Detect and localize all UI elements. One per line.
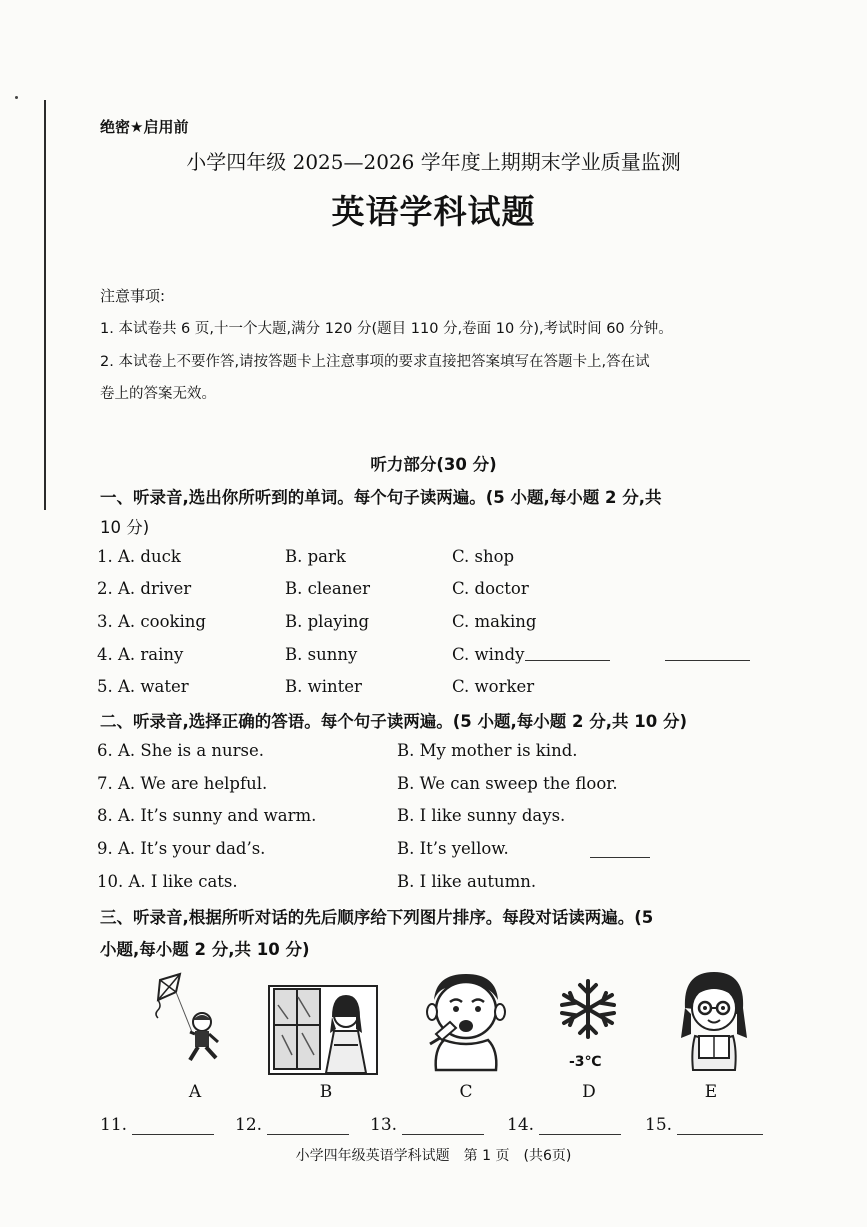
- option-b: B. I like sunny days.: [397, 806, 566, 825]
- option-c: C. worker: [452, 677, 535, 696]
- option-c: C. making: [452, 612, 537, 631]
- stray-line: [590, 857, 650, 858]
- answer-number: 12.: [235, 1115, 263, 1135]
- option-a: 4. A. rainy: [97, 645, 184, 664]
- girl-at-window-icon: [268, 985, 378, 1075]
- listening-heading: 听力部分(30 分): [370, 455, 497, 474]
- option-a: 1. A. duck: [97, 547, 181, 566]
- part3-title-cont: 小题,每小题 2 分,共 10 分): [100, 940, 310, 959]
- page-footer: 小学四年级英语学科试题 第 1 页 (共6页): [295, 1148, 572, 1164]
- part3-title: 三、听录音,根据所听对话的先后顺序给下列图片排序。每段对话读两遍。(5: [100, 908, 654, 927]
- option-a: 9. A. It’s your dad’s.: [97, 839, 266, 858]
- stray-line: [665, 660, 750, 661]
- picture-label: A: [188, 1082, 202, 1102]
- exam-title: 英语学科试题: [331, 192, 536, 231]
- picture-label: B: [319, 1082, 333, 1102]
- option-b: B. I like autumn.: [397, 872, 537, 891]
- boy-eating-icecream-icon: [420, 970, 512, 1072]
- picture-label: E: [704, 1082, 718, 1102]
- answer-number: 13.: [370, 1115, 398, 1135]
- answer-blank[interactable]: [677, 1134, 763, 1135]
- stray-line: [525, 660, 610, 661]
- option-a: 8. A. It’s sunny and warm.: [97, 806, 317, 825]
- note-line: 2. 本试卷上不要作答,请按答题卡上注意事项的要求直接把答案填写在答题卡上,答在试: [100, 354, 650, 370]
- note-line: 1. 本试卷共 6 页,十一个大题,满分 120 分(题目 110 分,卷面 10 分),考试时间 60 分钟。: [100, 321, 673, 337]
- answer-blank[interactable]: [132, 1134, 214, 1135]
- option-b: B. playing: [285, 612, 370, 631]
- option-a: 7. A. We are helpful.: [97, 774, 268, 793]
- answer-blank[interactable]: [402, 1134, 484, 1135]
- exam-subtitle: 小学四年级 2025—2026 学年度上期期末学业质量监测: [186, 150, 681, 174]
- confidential-label: 绝密★启用前: [100, 118, 189, 136]
- option-c: C. windy: [452, 645, 525, 664]
- option-a: 6. A. She is a nurse.: [97, 741, 265, 760]
- option-a: 5. A. water: [97, 677, 189, 696]
- option-c: C. shop: [452, 547, 515, 566]
- answer-blank[interactable]: [267, 1134, 349, 1135]
- notes-heading: 注意事项:: [100, 287, 166, 305]
- part2-title: 二、听录音,选择正确的答语。每个句子读两遍。(5 小题,每小题 2 分,共 10 分): [100, 712, 688, 731]
- part1-title: 一、听录音,选出你所听到的单词。每个句子读两遍。(5 小题,每小题 2 分,共: [100, 488, 662, 507]
- snowflake-icon: [552, 975, 624, 1065]
- picture-label: C: [459, 1082, 473, 1102]
- option-b: B. My mother is kind.: [397, 741, 578, 760]
- option-a: 2. A. driver: [97, 579, 192, 598]
- temperature-caption: -3℃: [569, 1054, 602, 1070]
- option-b: B. It’s yellow.: [397, 839, 509, 858]
- option-b: B. sunny: [285, 645, 358, 664]
- option-a: 10. A. I like cats.: [97, 872, 238, 891]
- note-line: 卷上的答案无效。: [100, 386, 216, 402]
- answer-number: 14.: [507, 1115, 535, 1135]
- option-b: B. We can sweep the floor.: [397, 774, 618, 793]
- option-b: B. cleaner: [285, 579, 371, 598]
- part1-title-cont: 10 分): [100, 518, 150, 537]
- answer-blank[interactable]: [539, 1134, 621, 1135]
- option-a: 3. A. cooking: [97, 612, 206, 631]
- option-c: C. doctor: [452, 579, 529, 598]
- option-b: B. park: [285, 547, 346, 566]
- girl-with-book-icon: [675, 968, 753, 1072]
- answer-number: 11.: [100, 1115, 128, 1135]
- scan-dot: [15, 96, 18, 99]
- answer-number: 15.: [645, 1115, 673, 1135]
- boy-flying-kite-icon: [150, 970, 230, 1070]
- picture-label: D: [582, 1082, 596, 1102]
- option-b: B. winter: [285, 677, 362, 696]
